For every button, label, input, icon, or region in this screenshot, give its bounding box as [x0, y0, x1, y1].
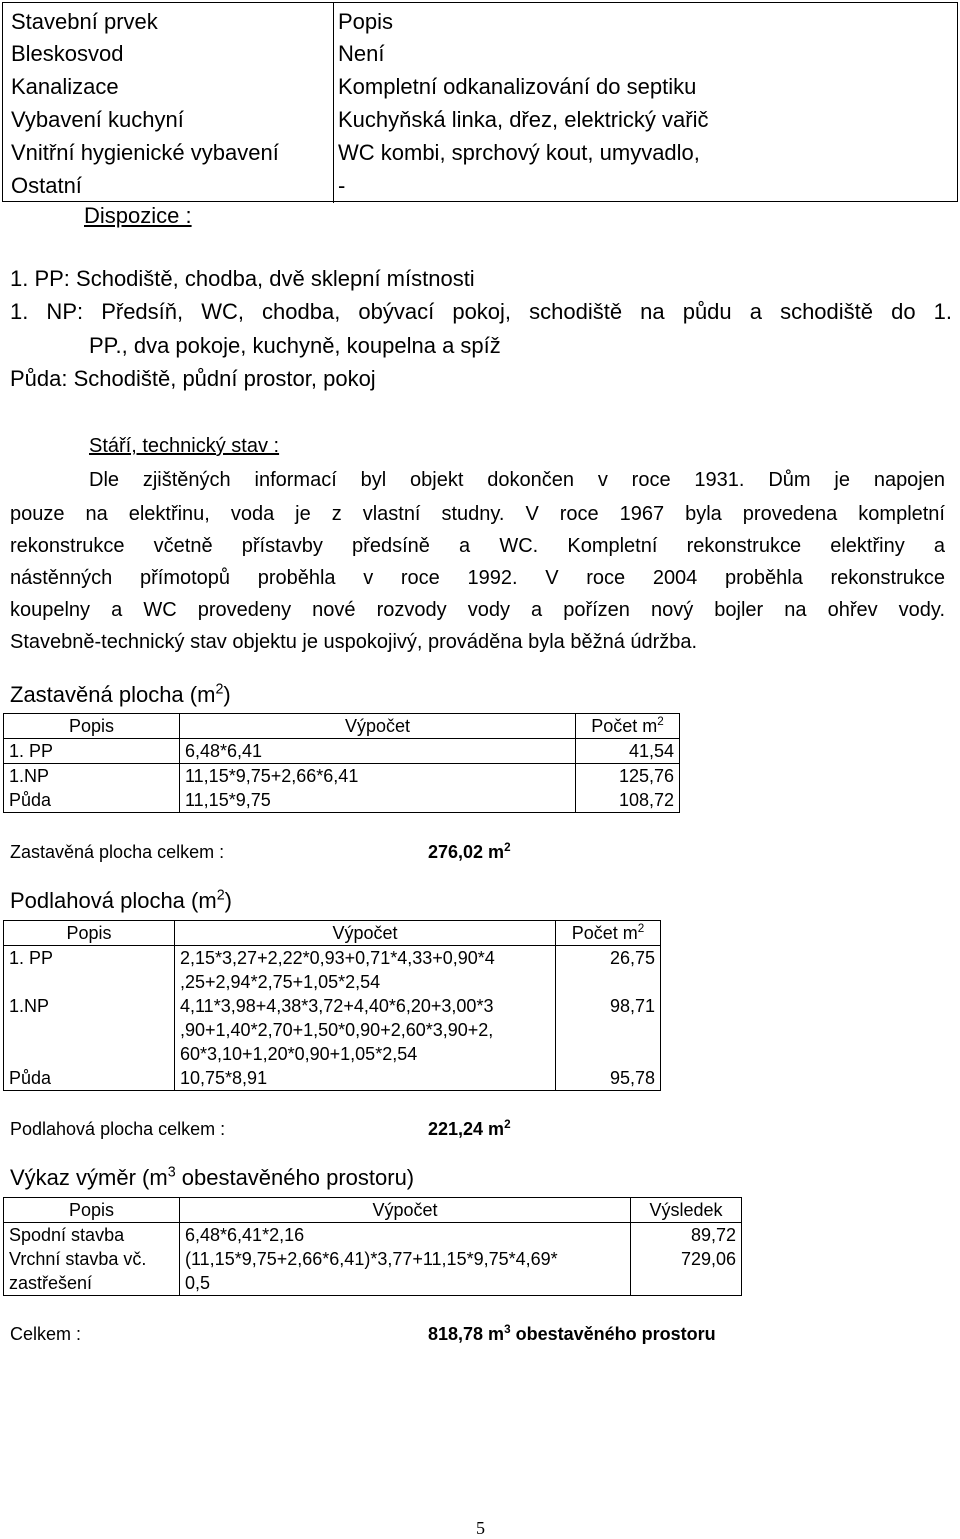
row-element: Ostatní	[11, 173, 82, 198]
vykaz-total-value: 818,78 $m^3$ obestavěného prostoru	[428, 1323, 716, 1344]
table-header-row	[4, 921, 661, 946]
zastavena-table	[3, 713, 680, 813]
header-vypocet: Výpočet	[180, 714, 576, 739]
table-header-row	[4, 714, 680, 739]
vykaz-heading: Výkaz výměr ($m^3$ obestavěného prostoru)	[10, 1164, 415, 1190]
header-vysledek: Výsledek	[631, 1198, 742, 1223]
podlahova-heading: Podlahová plocha $(m^2)$	[10, 887, 232, 913]
dispozice-line: PP., dva pokoje, kuchyně, koupelna a spíž	[89, 333, 501, 358]
row-description: Kuchyňská linka, dřez, elektrický vařič	[338, 107, 709, 132]
header-vypocet: Výpočet	[175, 921, 556, 946]
zastavena-total-label: Zastavěná plocha celkem :	[10, 842, 225, 862]
table-row	[3, 169, 957, 202]
table-header-row	[4, 1198, 742, 1223]
header-pocet: Počet $m^2$	[556, 921, 661, 946]
table-row: Vrchní stavba vč. zastřešení (11,15*9,75+2,66*6,41)*3,77+11,15*9,75*4,69* 0,5 729,06	[4, 1247, 742, 1296]
stari-line: Dle zjištěných informací byl objekt dokončen v roce 1931. Dům je napojen	[89, 469, 945, 491]
table-row: 1.NP 11,15*9,75+2,66*6,41 125,76	[4, 764, 680, 789]
table-row: 1. PP 2,15*3,27+2,22*0,93+0,71*4,33+0,90*4 ,25+2,94*2,75+1,05*2,54 26,75	[4, 946, 661, 995]
table-row	[3, 37, 957, 70]
building-elements-table	[2, 2, 958, 202]
row-description: -	[338, 173, 346, 198]
header-pocet: Počet $m^2$	[576, 714, 680, 739]
header-popis: Popis	[4, 921, 175, 946]
table-row: Půda 11,15*9,75 108,72	[4, 788, 680, 813]
row-element: Vnitřní hygienické vybavení	[11, 140, 279, 165]
dispozice-line: Půda: Schodiště, půdní prostor, pokoj	[10, 366, 376, 391]
table-row: 1.NP 4,11*3,98+4,38*3,72+4,40*6,20+3,00*3 ,90+1,40*2,70+1,50*0,90+2,60*3,90+2, 60*3,10+1,20*0,90+1,05*2,54 98,71	[4, 994, 661, 1066]
stari-line: nástěnných přímotopů proběhla v roce 1992. V roce 2004 proběhla rekonstrukce	[10, 567, 945, 589]
calc-cell: 4,11*3,98+4,38*3,72+4,40*6,20+3,00*3 ,90+1,40*2,70+1,50*0,90+2,60*3,90+2, 60*3,10+1,20*0,90+1,05*2,54	[175, 994, 556, 1066]
popis-cell: Vrchní stavba vč. zastřešení	[4, 1247, 180, 1296]
stari-line: koupelny a WC provedeny nové rozvody vody a pořízen nový bojler na ohřev vody.	[10, 599, 945, 621]
header-popis: Popis	[4, 714, 180, 739]
row-element: Vybavení kuchyní	[11, 107, 184, 132]
dispozice-line: 1. PP: Schodiště, chodba, dvě sklepní místnosti	[10, 266, 475, 291]
stari-heading: Stáří, technický stav :	[89, 435, 280, 457]
zastavena-heading: Zastavěná plocha $(m^2)$	[10, 681, 231, 707]
header-element: Stavební prvek	[11, 9, 158, 34]
header-popis: Popis	[4, 1198, 180, 1223]
stari-line: rekonstrukce včetně přístavby předsíně a WC. Kompletní rekonstrukce elektřiny a	[10, 535, 945, 557]
row-description: Kompletní odkanalizování do septiku	[338, 74, 697, 99]
vykaz-total-label: Celkem :	[10, 1324, 82, 1344]
table-row	[3, 136, 957, 169]
table-row: Spodní stavba 6,48*6,41*2,16 89,72	[4, 1223, 742, 1248]
calc-cell: (11,15*9,75+2,66*6,41)*3,77+11,15*9,75*4,69* 0,5	[180, 1247, 631, 1296]
vykaz-table	[3, 1197, 742, 1296]
podlahova-total-label: Podlahová plocha celkem :	[10, 1119, 226, 1139]
calc-cell: 2,15*3,27+2,22*0,93+0,71*4,33+0,90*4 ,25+2,94*2,75+1,05*2,54	[175, 946, 556, 995]
stari-line: pouze na elektřinu, voda je z vlastní studny. V roce 1967 byla provedena kompletní	[10, 503, 945, 525]
header-description: Popis	[338, 9, 394, 34]
table-header-row	[3, 5, 957, 38]
row-description: WC kombi, sprchový kout, umyvadlo,	[338, 140, 700, 165]
row-element: Kanalizace	[11, 74, 119, 99]
table-row	[3, 103, 957, 136]
dispozice-heading: Dispozice :	[84, 203, 192, 228]
row-description: Není	[338, 41, 385, 66]
zastavena-total-value: 276,02 $m^2$	[428, 841, 511, 862]
dispozice-line: 1. NP: Předsíň, WC, chodba, obývací pokoj, schodiště na půdu a schodiště do 1.	[10, 299, 952, 324]
row-element: Bleskosvod	[11, 41, 124, 66]
table-row	[3, 70, 957, 103]
podlahova-total-value: 221,24 $m^2$	[428, 1118, 511, 1139]
page-number: 5	[476, 1518, 485, 1538]
stari-line: Stavebně-technický stav objektu je uspokojivý, prováděna byla běžná údržba.	[10, 631, 698, 653]
table-row: 1. PP 6,48*6,41 41,54	[4, 739, 680, 764]
header-vypocet: Výpočet	[180, 1198, 631, 1223]
podlahova-table	[3, 920, 661, 1091]
table-row: Půda 10,75*8,91 95,78	[4, 1066, 661, 1091]
